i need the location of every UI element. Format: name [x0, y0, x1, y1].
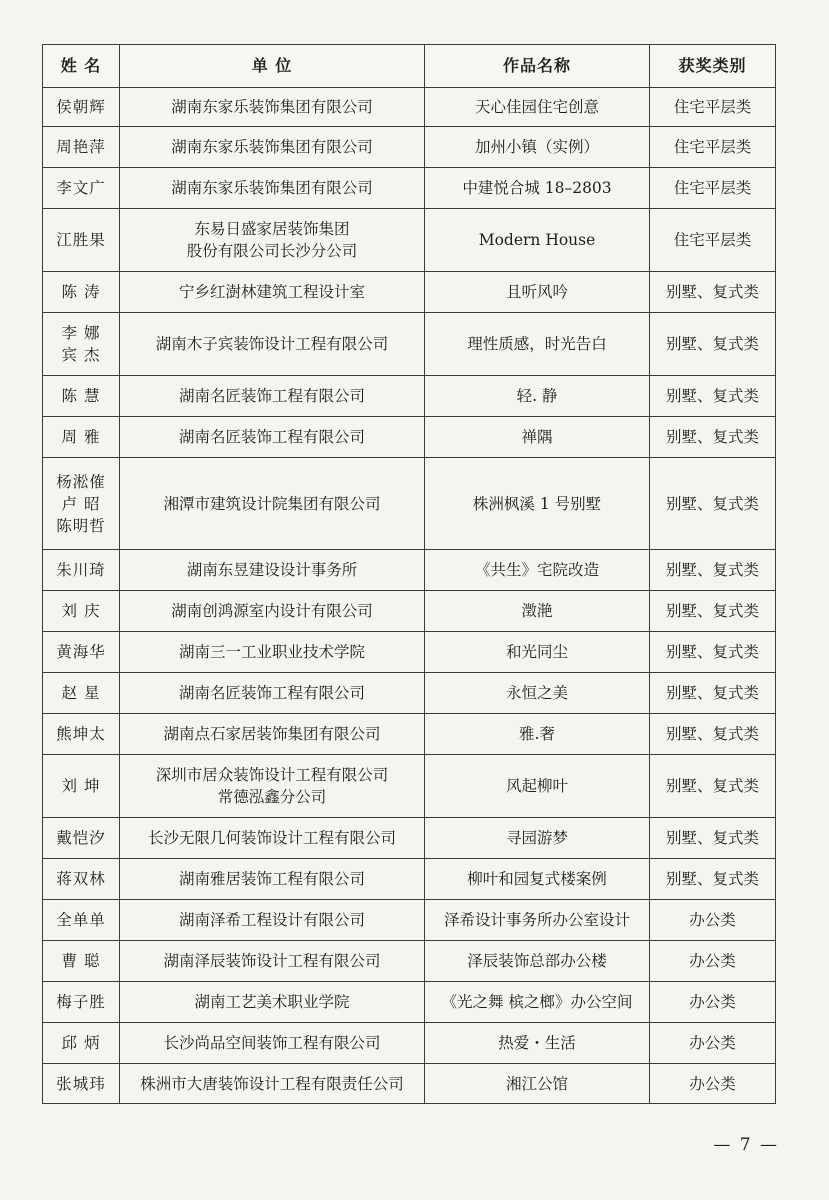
cell-unit: 长沙无限几何装饰设计工程有限公司 [120, 818, 425, 859]
cell-unit: 湖南创鸿源室内设计有限公司 [120, 591, 425, 632]
cell-name: 朱川琦 [43, 550, 120, 591]
cell-name: 江胜果 [43, 209, 120, 272]
cell-award: 别墅、复式类 [650, 673, 776, 714]
table-row [43, 941, 776, 982]
cell-name: 侯朝辉 [43, 88, 120, 127]
table-row [43, 632, 776, 673]
cell-unit: 湖南泽希工程设计有限公司 [120, 900, 425, 941]
cell-unit: 湖南名匠装饰工程有限公司 [120, 417, 425, 458]
header-unit: 单 位 [120, 45, 425, 88]
cell-unit: 湘潭市建筑设计院集团有限公司 [120, 458, 425, 550]
cell-name: 黄海华 [43, 632, 120, 673]
cell-work: 永恒之美 [425, 673, 650, 714]
cell-award: 办公类 [650, 1064, 776, 1104]
cell-work: 和光同尘 [425, 632, 650, 673]
cell-name: 周 雅 [43, 417, 120, 458]
cell-unit: 湖南木子宾装饰设计工程有限公司 [120, 313, 425, 376]
cell-work: 雅.奢 [425, 714, 650, 755]
cell-work: 《光之舞 槟之榔》办公空间 [425, 982, 650, 1023]
cell-work: 禅隅 [425, 417, 650, 458]
header-work: 作品名称 [425, 45, 650, 88]
cell-unit: 株洲市大唐装饰设计工程有限责任公司 [120, 1064, 425, 1104]
cell-name: 李文广 [43, 168, 120, 209]
cell-unit: 湖南名匠装饰工程有限公司 [120, 376, 425, 417]
cell-award: 办公类 [650, 982, 776, 1023]
cell-work: 天心佳园住宅创意 [425, 88, 650, 127]
cell-name: 杨淞傕 卢 昭 陈明哲 [43, 458, 120, 550]
table-row [43, 313, 776, 376]
cell-award: 住宅平层类 [650, 127, 776, 168]
cell-unit: 湖南东家乐装饰集团有限公司 [120, 88, 425, 127]
table-row [43, 209, 776, 272]
cell-work: 泽希设计事务所办公室设计 [425, 900, 650, 941]
cell-award: 别墅、复式类 [650, 417, 776, 458]
cell-award: 别墅、复式类 [650, 714, 776, 755]
cell-award: 别墅、复式类 [650, 458, 776, 550]
cell-work: 中建悦合城 18–2803 [425, 168, 650, 209]
cell-unit: 湖南泽辰装饰设计工程有限公司 [120, 941, 425, 982]
cell-work: 澂滟 [425, 591, 650, 632]
cell-work: 《共生》宅院改造 [425, 550, 650, 591]
cell-work: 柳叶和园复式楼案例 [425, 859, 650, 900]
cell-award: 办公类 [650, 1023, 776, 1064]
cell-work: 热爱・生活 [425, 1023, 650, 1064]
table-row [43, 1064, 776, 1104]
awards-table [42, 44, 776, 1104]
cell-award: 别墅、复式类 [650, 818, 776, 859]
table-row [43, 168, 776, 209]
table-row [43, 859, 776, 900]
table-row [43, 1023, 776, 1064]
cell-unit: 东易日盛家居装饰集团 股份有限公司长沙分公司 [120, 209, 425, 272]
cell-name: 周艳萍 [43, 127, 120, 168]
table-row [43, 755, 776, 818]
cell-work: 轻. 静 [425, 376, 650, 417]
cell-work: Modern House [425, 209, 650, 272]
table-row [43, 982, 776, 1023]
cell-unit: 湖南三一工业职业技术学院 [120, 632, 425, 673]
table-row [43, 88, 776, 127]
cell-name: 赵 星 [43, 673, 120, 714]
cell-name: 戴恺汐 [43, 818, 120, 859]
cell-award: 住宅平层类 [650, 168, 776, 209]
cell-work: 加州小镇（实例） [425, 127, 650, 168]
cell-award: 别墅、复式类 [650, 755, 776, 818]
cell-award: 住宅平层类 [650, 88, 776, 127]
cell-name: 陈 涛 [43, 272, 120, 313]
cell-name: 陈 慧 [43, 376, 120, 417]
table-body [43, 88, 776, 1104]
cell-unit: 湖南名匠装饰工程有限公司 [120, 673, 425, 714]
table-row [43, 458, 776, 550]
cell-award: 别墅、复式类 [650, 859, 776, 900]
cell-unit: 湖南雅居装饰工程有限公司 [120, 859, 425, 900]
cell-award: 住宅平层类 [650, 209, 776, 272]
cell-award: 别墅、复式类 [650, 376, 776, 417]
header-name: 姓 名 [43, 45, 120, 88]
cell-name: 蒋双林 [43, 859, 120, 900]
cell-award: 别墅、复式类 [650, 632, 776, 673]
cell-unit: 湖南工艺美术职业学院 [120, 982, 425, 1023]
cell-work: 株洲枫溪 1 号别墅 [425, 458, 650, 550]
table-row [43, 376, 776, 417]
table-row [43, 550, 776, 591]
cell-name: 张城玮 [43, 1064, 120, 1104]
cell-award: 办公类 [650, 900, 776, 941]
cell-award: 别墅、复式类 [650, 313, 776, 376]
cell-work: 风起柳叶 [425, 755, 650, 818]
cell-unit: 湖南东家乐装饰集团有限公司 [120, 168, 425, 209]
cell-name: 熊坤太 [43, 714, 120, 755]
cell-name: 全单单 [43, 900, 120, 941]
table-row [43, 818, 776, 859]
cell-unit: 宁乡红澍林建筑工程设计室 [120, 272, 425, 313]
cell-name: 邱 炳 [43, 1023, 120, 1064]
table-row [43, 900, 776, 941]
table-row [43, 673, 776, 714]
table-header-row [43, 45, 776, 88]
cell-name: 刘 庆 [43, 591, 120, 632]
cell-work: 寻园游梦 [425, 818, 650, 859]
cell-unit: 深圳市居众装饰设计工程有限公司 常德泓鑫分公司 [120, 755, 425, 818]
cell-award: 办公类 [650, 941, 776, 982]
cell-work: 且听风吟 [425, 272, 650, 313]
cell-award: 别墅、复式类 [650, 272, 776, 313]
cell-name: 刘 坤 [43, 755, 120, 818]
cell-award: 别墅、复式类 [650, 550, 776, 591]
cell-award: 别墅、复式类 [650, 591, 776, 632]
cell-unit: 长沙尚品空间装饰工程有限公司 [120, 1023, 425, 1064]
table-row [43, 714, 776, 755]
cell-unit: 湖南东昱建设设计事务所 [120, 550, 425, 591]
cell-name: 李 娜 宾 杰 [43, 313, 120, 376]
cell-unit: 湖南点石家居装饰集团有限公司 [120, 714, 425, 755]
page-number: — 7 — [713, 1135, 779, 1155]
table-row [43, 417, 776, 458]
table-row [43, 591, 776, 632]
cell-name: 曹 聪 [43, 941, 120, 982]
cell-work: 泽辰装饰总部办公楼 [425, 941, 650, 982]
cell-name: 梅子胜 [43, 982, 120, 1023]
table-row [43, 127, 776, 168]
cell-work: 湘江公馆 [425, 1064, 650, 1104]
cell-unit: 湖南东家乐装饰集团有限公司 [120, 127, 425, 168]
table-row [43, 272, 776, 313]
header-award: 获奖类别 [650, 45, 776, 88]
cell-work: 理性质感，时光告白 [425, 313, 650, 376]
